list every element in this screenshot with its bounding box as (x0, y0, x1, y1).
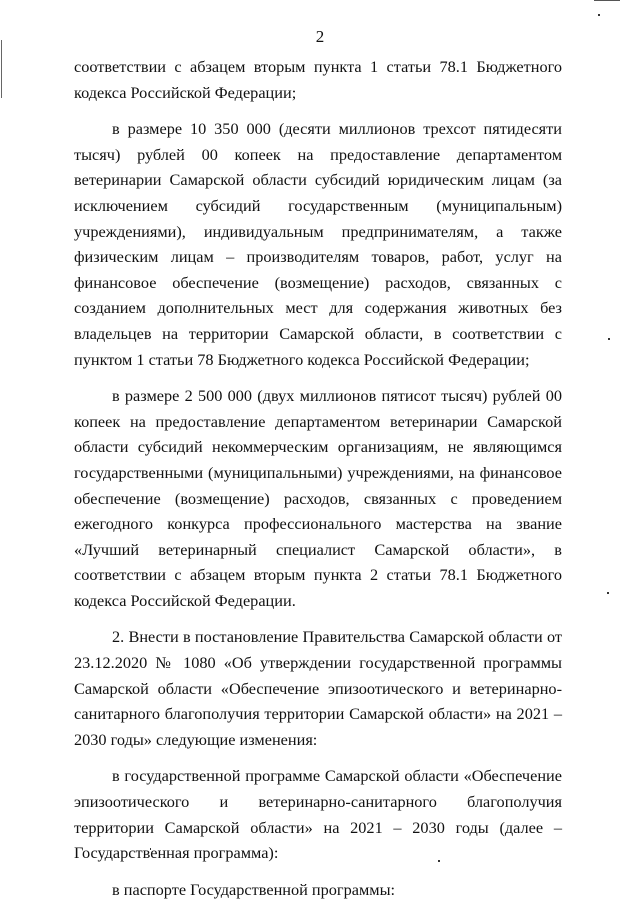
scan-edge-bar (1, 40, 2, 98)
scan-speck (598, 14, 600, 16)
paragraph-passport: в паспорте Государственной программы: (112, 879, 396, 899)
document-body (74, 54, 562, 902)
paragraph-continuation: соответствии с абзацем вторым пункта 1 статьи 78.1 Бюджетного кодекса Российской Федерации; (74, 57, 562, 102)
scan-speck (608, 338, 610, 340)
scan-speck (607, 592, 609, 594)
paragraph-subsidy-animals: в размере 10 350 000 (десяти миллионов трехсот пятидесяти тысяч) рублей 00 копеек на предоставление департаментом ветеринарии Самарской области субсидий юридическим лицам (за исключением субсидий государственным (муниципальным) учреждениями), индивидуальным предпринимателям, а также физическим лицам – производителям товаров, работ, услуг на финансовое обеспечение (возмещение) расходов, связанных с созданием дополнительных мест для содержания животных без владельцев на территории Самарской области, в соответствии с пунктом 1 статьи 78 Бюджетного кодекса Российской Федерации; (74, 119, 562, 369)
page-number: 2 (315, 27, 325, 46)
paragraph-state-program: в государственной программе Самарской области «Обеспечение эпизоотического и ветеринарно-санитарного благополучия территории Самарской области» на 2021 – 2030 годы (далее – Государственная программа): (74, 766, 562, 863)
paragraph-subsidy-contest: в размере 2 500 000 (двух миллионов пятисот тысяч) рублей 00 копеек на предоставление департаментом ветеринарии Самарской области субсидий некоммерческим организациям, не являющимся государственными (муниципальными) учреждениями, на финансовое обеспечение (возмещение) расходов, связанных с проведением ежегодного конкурса профессионального мастерства на звание «Лучший ветеринарный специалист Самарской области», в соответствии с абзацем вторым пункта 2 статьи 78.1 Бюджетного кодекса Российской Федерации. (74, 386, 562, 610)
paragraph-amendment: 2. Внести в постановление Правительства Самарской области от 23.12.2020 № 1080 «Об утверждении государственной программы Самарской области «Обеспечение эпизоотического и ветеринарно-санитарного благополучия территории Самарской области» на 2021 – 2030 годы» следующие изменения: (74, 627, 562, 749)
scan-edge-line (594, 0, 620, 1)
